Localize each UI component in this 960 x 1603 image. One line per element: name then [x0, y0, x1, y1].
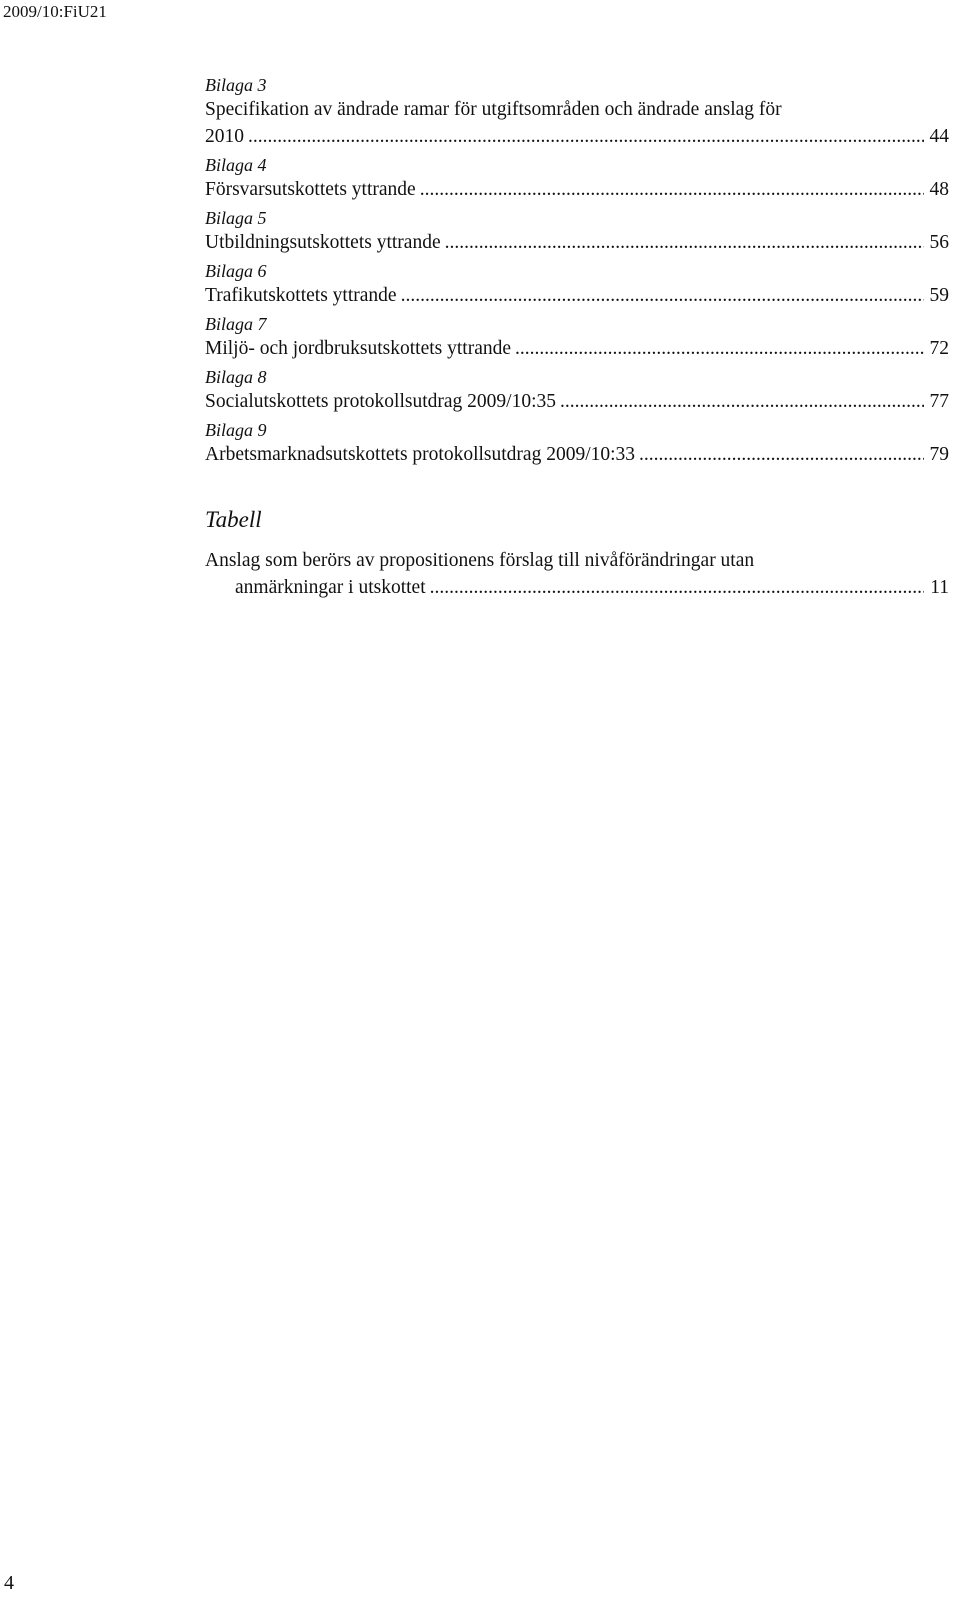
dot-leader	[248, 123, 924, 150]
toc-entry-title: Försvarsutskottets yttrande	[205, 179, 416, 200]
toc-entry-title-row	[205, 176, 949, 203]
toc-entry-page: 48	[929, 179, 949, 200]
toc-entry-title-row	[205, 441, 949, 468]
toc-entry-label: Bilaga 9	[205, 420, 267, 440]
document-id: 2009/10:FiU21	[3, 2, 107, 21]
toc-entry-title: Arbetsmarknadsutskottets protokollsutdrag 2009/10:33	[205, 444, 636, 465]
toc-entry-tabell[interactable]	[205, 547, 949, 601]
toc-entry-title-row	[205, 335, 949, 362]
toc-entry-page: 77	[929, 391, 949, 412]
toc-entry-bilaga-8[interactable]	[205, 366, 949, 415]
toc-entry-bilaga-4[interactable]	[205, 154, 949, 203]
toc-entry-title: Trafikutskottets yttrande	[205, 285, 397, 306]
page-number: 4	[4, 1572, 14, 1594]
toc-entry-label: Bilaga 4	[205, 155, 267, 175]
dot-leader	[420, 176, 924, 203]
table-of-contents	[205, 74, 949, 601]
toc-entry-page: 56	[929, 232, 949, 253]
toc-entry-bilaga-5[interactable]	[205, 207, 949, 256]
toc-entry-title: anmärkningar i utskottet	[235, 577, 426, 598]
dot-leader	[515, 335, 923, 362]
toc-entry-bilaga-3[interactable]	[205, 74, 949, 150]
toc-entry-label: Bilaga 6	[205, 261, 267, 281]
toc-entry-page: 72	[929, 338, 949, 359]
dot-leader	[560, 388, 924, 415]
toc-entry-label: Bilaga 5	[205, 208, 267, 228]
toc-entry-title: Miljö- och jordbruksutskottets yttrande	[205, 338, 512, 359]
toc-entry-page: 44	[929, 126, 949, 147]
toc-entry-page: 11	[930, 577, 949, 598]
tabell-heading: Tabell	[205, 507, 262, 532]
toc-entry-page: 59	[929, 285, 949, 306]
toc-entry-title: 2010	[205, 126, 244, 147]
toc-entry-title-row	[205, 123, 949, 150]
dot-leader	[430, 574, 925, 601]
toc-entry-title-line: Anslag som berörs av propositionens förslag till nivåförändringar utan	[205, 550, 755, 571]
toc-entry-title-row	[205, 388, 949, 415]
dot-leader	[401, 282, 924, 309]
toc-entry-title: Socialutskottets protokollsutdrag 2009/10:35	[205, 391, 556, 412]
toc-entry-title-line: Specifikation av ändrade ramar för utgiftsområden och ändrade anslag för	[205, 99, 782, 120]
toc-entry-page: 79	[929, 444, 949, 465]
toc-entry-title-row	[205, 574, 949, 601]
dot-leader	[445, 229, 924, 256]
dot-leader	[639, 441, 923, 468]
toc-entry-title-row	[205, 229, 949, 256]
toc-entry-label: Bilaga 3	[205, 75, 267, 95]
toc-entry-bilaga-7[interactable]	[205, 313, 949, 362]
toc-entry-title: Utbildningsutskottets yttrande	[205, 232, 441, 253]
toc-entry-bilaga-6[interactable]	[205, 260, 949, 309]
toc-entry-bilaga-9[interactable]	[205, 419, 949, 468]
toc-entry-title-row	[205, 282, 949, 309]
toc-entry-label: Bilaga 7	[205, 314, 267, 334]
toc-entry-label: Bilaga 8	[205, 367, 267, 387]
